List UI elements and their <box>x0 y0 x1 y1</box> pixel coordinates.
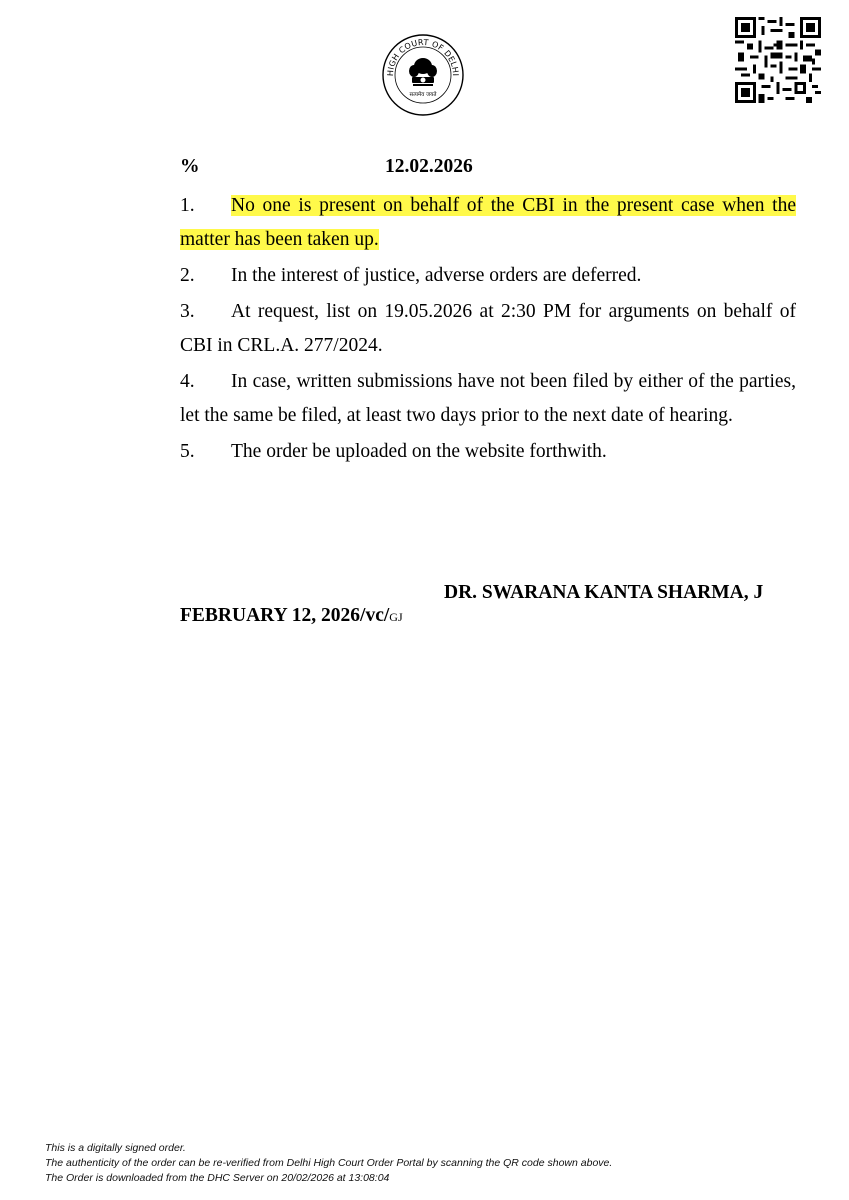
order-paragraph-4 <box>180 365 796 433</box>
paragraph-text: At request, list on 19.05.2026 at 2:30 PM for arguments on behalf of CBI in CRL.A. 277/2024. <box>180 301 796 356</box>
signature-initials: GJ <box>389 610 403 624</box>
signature-date-line <box>180 605 403 627</box>
footer-line-2: The authenticity of the order can be re-verified from Delhi High Court Order Portal by scanning the QR code shown above. <box>45 1157 613 1169</box>
svg-text:सत्यमेव जयते: सत्यमेव जयते <box>409 92 437 98</box>
order-body <box>180 189 796 471</box>
paragraph-number: 3. <box>180 301 195 322</box>
paragraph-text: In case, written submissions have not been filed by either of the parties, let the same be filed, at least two days prior to the next date of hearing. <box>180 371 796 426</box>
order-paragraph-3 <box>180 295 796 363</box>
order-date: 12.02.2026 <box>385 156 473 177</box>
signature-date: FEBRUARY 12, 2026/vc/ <box>180 605 390 626</box>
svg-text:HIGH COURT OF DELHI: HIGH COURT OF DELHI <box>385 37 461 77</box>
order-paragraph-2 <box>180 259 796 293</box>
footer-line-3: The Order is downloaded from the DHC Server on 20/02/2026 at 13:08:04 <box>45 1172 390 1184</box>
judge-name: DR. SWARANA KANTA SHARMA, J <box>444 582 764 603</box>
paragraph-text: The order be uploaded on the website forthwith. <box>231 441 607 462</box>
paragraph-number: 5. <box>180 441 195 462</box>
digital-signature-footer <box>45 1141 805 1186</box>
order-paragraph-5 <box>180 435 796 469</box>
paragraph-number: 4. <box>180 371 195 392</box>
qr-code-icon <box>735 17 821 103</box>
paragraph-number: 2. <box>180 265 195 286</box>
footer-line-1: This is a digitally signed order. <box>45 1142 186 1154</box>
court-emblem-logo <box>381 33 465 117</box>
order-header <box>180 150 800 184</box>
percent-marker: % <box>180 156 200 177</box>
order-paragraph-1 <box>180 189 796 257</box>
highlighted-paragraph-text: No one is present on behalf of the CBI in the present case when the matter has been taken up. <box>180 195 796 250</box>
paragraph-text: In the interest of justice, adverse orders are deferred. <box>231 265 642 286</box>
paragraph-number: 1. <box>180 195 195 216</box>
